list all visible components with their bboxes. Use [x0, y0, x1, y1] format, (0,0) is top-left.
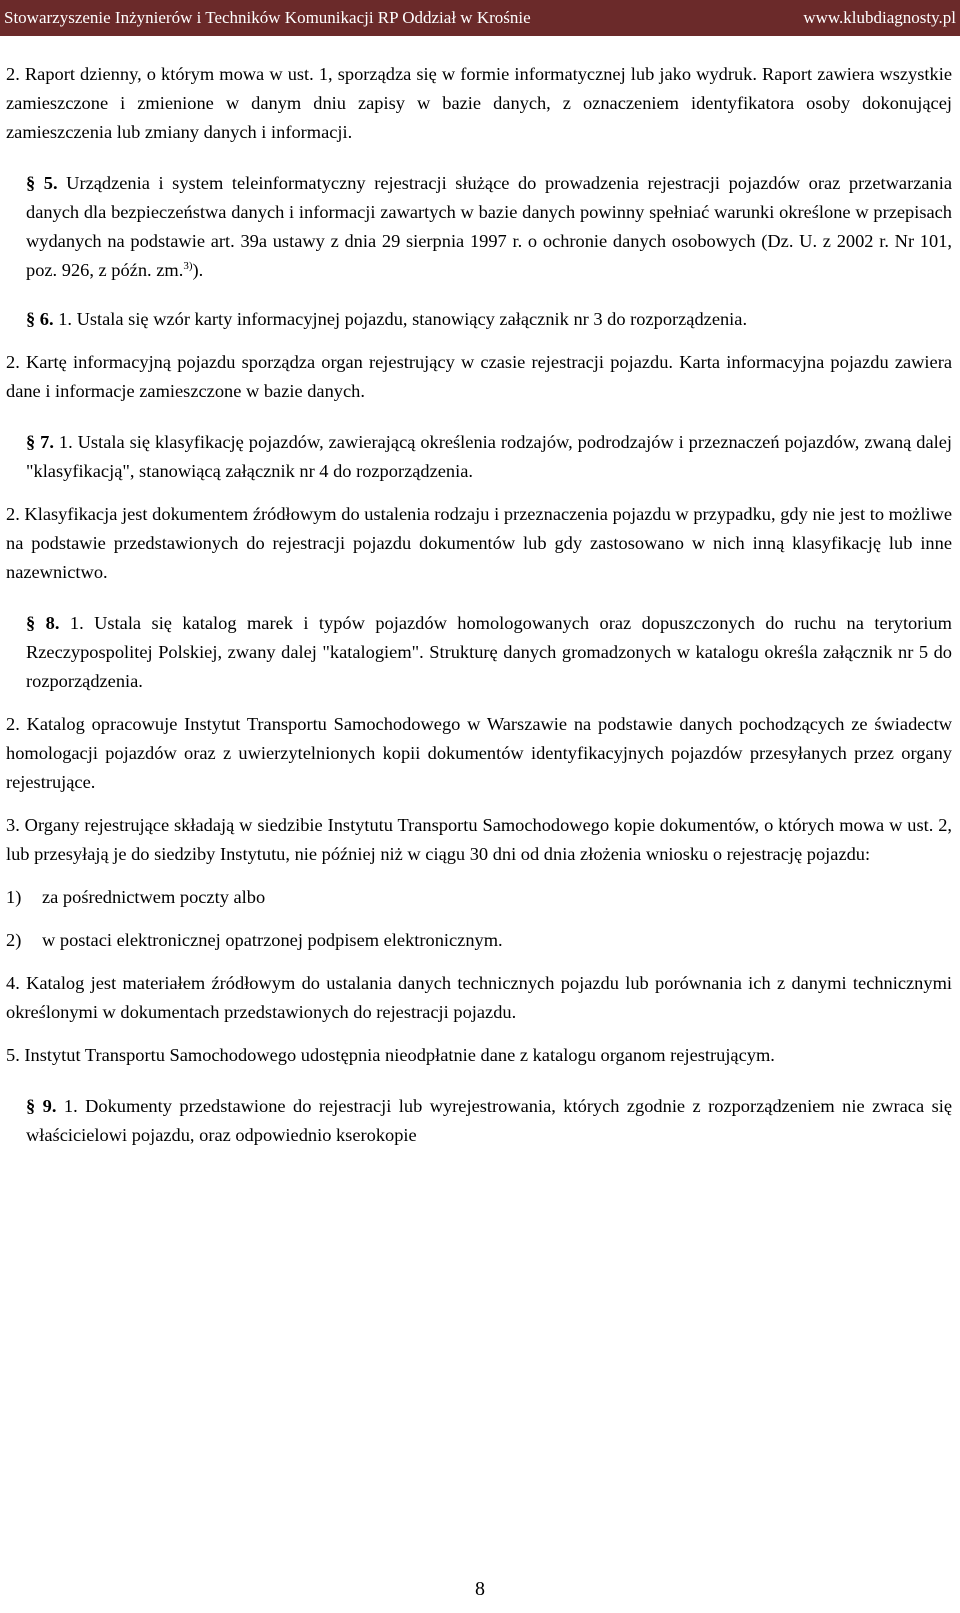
list-item: [6, 883, 952, 912]
paragraph-4-2: 2. Raport dzienny, o którym mowa w ust. 1, sporządza się w formie informatycznej lub jako wydruk. Raport zawiera wszystkie zamieszczone i zmienione w danym dniu zapisy w bazie danych, z oznaczeniem identyfikatora osoby dokonującej zamieszczenia lub zmiany danych i informacji.: [6, 64, 952, 142]
document-body: [6, 60, 952, 1150]
section-mark: § 6.: [26, 309, 54, 329]
section-5: [6, 169, 952, 285]
section-5-end: ).: [192, 260, 204, 280]
page-header: [0, 0, 960, 36]
section-mark: § 9.: [26, 1096, 57, 1116]
section-5-text: Urządzenia i system teleinformatyczny rejestracji służące do prowadzenia rejestracji pojazdów oraz przetwarzania danych dla bezpieczeństwa danych i informacji zawartych w bazie danych powinny spełniać warunki określone w przepisach wydanych na podstawie art. 39a ustawy z dnia 29 sierpnia 1997 r. o ochronie danych osobowych (Dz. U. z 2002 r. Nr 101, poz. 926, z późn. zm.: [26, 173, 952, 280]
section-9-1-text: 1. Dokumenty przedstawione do rejestracji lub wyrejestrowania, których zgodnie z rozporządzeniem nie zwraca się właścicielowi pojazdu, oraz odpowiednio kserokopie: [26, 1096, 952, 1145]
header-organization: Stowarzyszenie Inżynierów i Techników Komunikacji RP Oddział w Krośnie: [4, 8, 531, 27]
section-8-5: 5. Instytut Transportu Samochodowego udostępnia nieodpłatnie dane z katalogu organom rejestrującym.: [6, 1045, 775, 1065]
section-7-2: 2. Klasyfikacja jest dokumentem źródłowym do ustalenia rodzaju i przeznaczenia pojazdu w przypadku, gdy nie jest to możliwe na podstawie przedstawionych do rejestracji pojazdu dokumentów lub gdy zastosowano w nich inną klasyfikację lub inne nazewnictwo.: [6, 504, 952, 582]
list-text: za pośrednictwem poczty albo: [42, 887, 266, 907]
list-number: 1): [6, 887, 22, 907]
section-7-1-text: 1. Ustala się klasyfikację pojazdów, zawierającą określenia rodzajów, podrodzajów i przeznaczeń pojazdów, zwaną dalej "klasyfikacją", stanowiącą załącznik nr 4 do rozporządzenia.: [26, 432, 952, 481]
section-8-1-text: 1. Ustala się katalog marek i typów pojazdów homologowanych oraz dopuszczonych do ruchu na terytorium Rzeczypospolitej Polskiej, zwany dalej "katalogiem". Strukturę danych gromadzonych w katalogu określa załącznik nr 5 do rozporządzenia.: [26, 613, 952, 691]
section-8-2: 2. Katalog opracowuje Instytut Transportu Samochodowego w Warszawie na podstawie danych pochodzących ze świadectw homologacji pojazdów oraz z uwierzytelnionych kopii dokumentów identyfikacyjnych pojazdów przesyłanych przez organy rejestrujące.: [6, 714, 952, 792]
section-6-2: 2. Kartę informacyjną pojazdu sporządza organ rejestrujący w czasie rejestracji pojazdu. Karta informacyjna pojazdu zawiera dane i informacje zamieszczone w bazie danych.: [6, 352, 952, 401]
list-text: w postaci elektronicznej opatrzonej podpisem elektronicznym.: [42, 930, 503, 950]
list-item: [6, 926, 952, 955]
page-number: 8: [475, 1578, 485, 1600]
section-mark: § 8.: [26, 613, 60, 633]
section-mark: § 5.: [26, 173, 58, 193]
section-mark: § 7.: [26, 432, 54, 452]
section-8-3: 3. Organy rejestrujące składają w siedzibie Instytutu Transportu Samochodowego kopie dokumentów, o których mowa w ust. 2, lub przesyłają je do siedziby Instytutu, nie później niż w ciągu 30 dni od dnia złożenia wniosku o rejestrację pojazdu:: [6, 815, 952, 864]
section-8-1: [6, 609, 952, 696]
section-6-1-text: 1. Ustala się wzór karty informacyjnej pojazdu, stanowiący załącznik nr 3 do rozporządzenia.: [53, 309, 748, 329]
section-6-1: [6, 305, 952, 334]
footnote-ref: 3): [183, 259, 193, 272]
list-number: 2): [6, 930, 22, 950]
header-website[interactable]: www.klubdiagnosty.pl: [803, 8, 956, 27]
section-7-1: [6, 428, 952, 486]
section-8-4: 4. Katalog jest materiałem źródłowym do ustalania danych technicznych pojazdu lub porównania ich z danymi technicznymi określonymi w dokumentach przedstawionych do rejestracji pojazdu.: [6, 973, 952, 1022]
section-9-1: [6, 1092, 952, 1150]
